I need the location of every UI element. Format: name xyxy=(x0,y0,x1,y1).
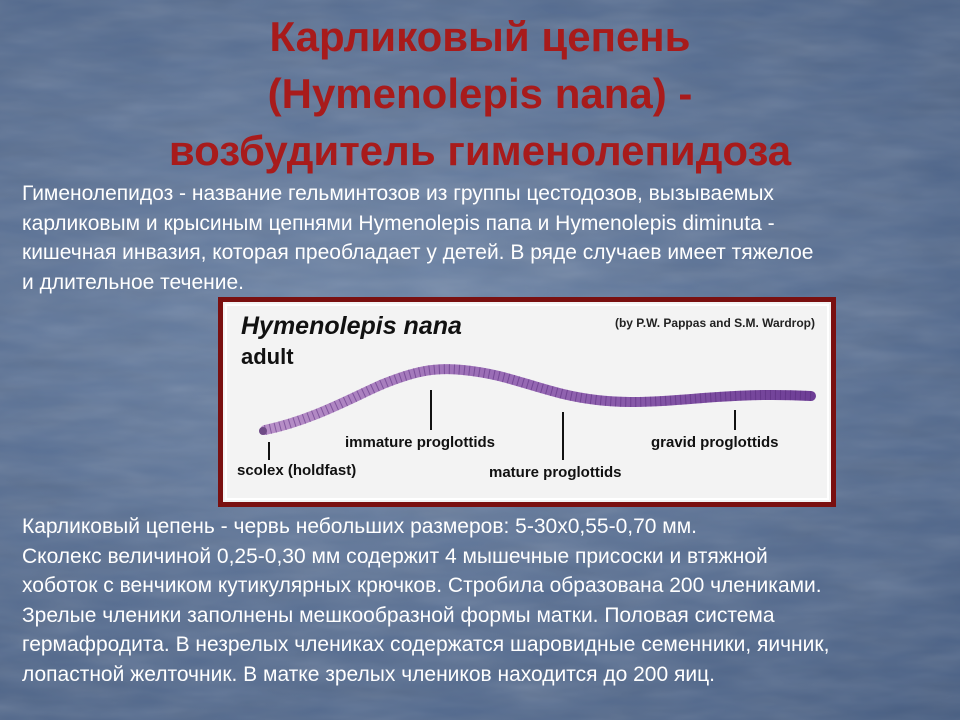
figure-credit: (by P.W. Pappas and S.M. Wardrop) xyxy=(614,316,815,330)
description-line: гермафродита. В незрелых члениках содержатся шаровидные семенники, яичник, xyxy=(22,633,830,656)
description-line: Карликовый цепень - червь небольших размеров: 5-30х0,55-0,70 мм. xyxy=(22,515,697,538)
description-line: Зрелые членики заполнены мешкообразной формы матки. Половая система xyxy=(22,603,775,627)
label-mature-proglottids: mature proglottids xyxy=(489,464,622,481)
scolex-head xyxy=(259,427,267,435)
intro-line: кишечная инвазия, которая преобладает у детей. В ряде случаев имеет тяжелое xyxy=(22,241,814,264)
intro-line: карликовым и крысиным цепнями Hymenolepis папа и Hymenolepis diminuta - xyxy=(22,211,775,235)
label-gravid-proglottids: gravid proglottids xyxy=(651,434,779,451)
label-immature-proglottids: immature proglottids xyxy=(345,434,496,451)
title-line-3: возбудитель гименолепидоза xyxy=(168,127,792,174)
description-line: хоботок с венчиком кутикулярных крючков. Стробила образована 200 члениками. xyxy=(22,574,822,597)
figure-subtitle: adult xyxy=(241,344,294,369)
description-line: лопастной желточник. В матке зрелых члеников находится до 200 яиц. xyxy=(22,662,715,686)
intro-paragraph xyxy=(22,179,942,297)
intro-line: и длительное течение. xyxy=(22,270,244,294)
description-line: Сколекс величиной 0,25-0,30 мм содержит 4 мышечные присоски и втяжной xyxy=(22,544,768,568)
tapeworm-figure xyxy=(218,297,836,507)
label-scolex: scolex (holdfast) xyxy=(237,462,357,479)
intro-line: Гименолепидоз - название гельминтозов из группы цестодозов, вызываемых xyxy=(22,182,774,205)
description-paragraph xyxy=(22,512,947,689)
slide-title xyxy=(0,8,960,179)
tapeworm-body xyxy=(265,369,811,430)
title-line-1: Карликовый цепень xyxy=(269,13,691,60)
title-line-2: (Hymenolepis nana) - xyxy=(267,70,693,117)
figure-title: Hymenolepis nana xyxy=(241,312,462,340)
